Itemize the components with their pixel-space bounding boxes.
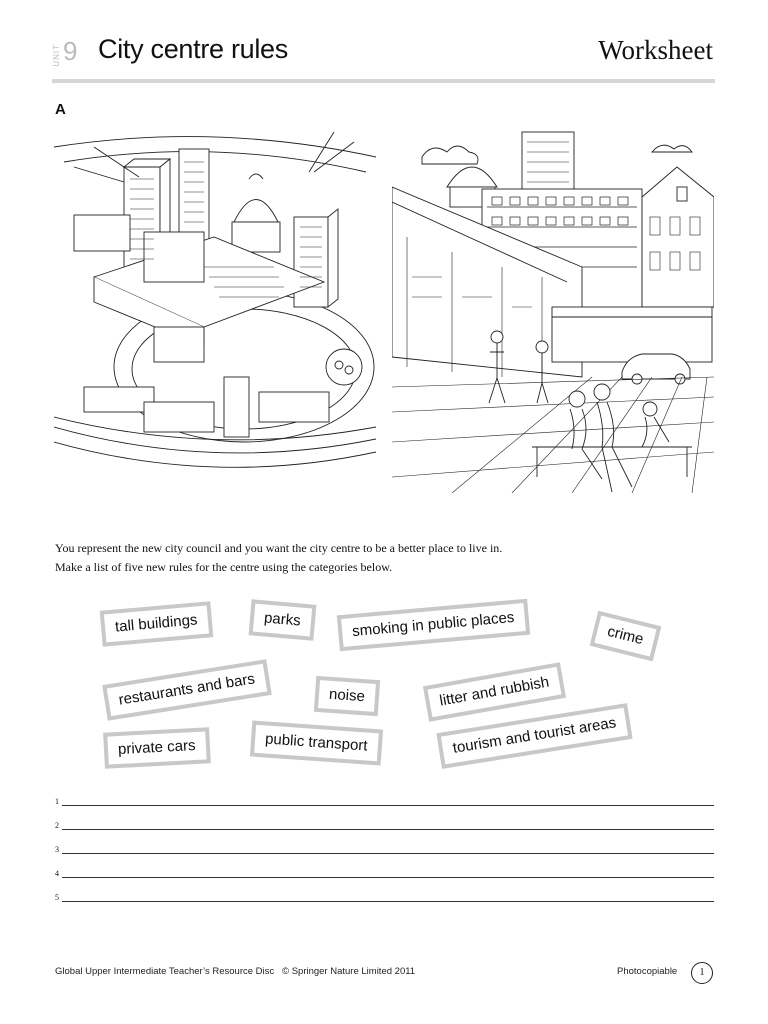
page-title: City centre rules xyxy=(98,34,288,64)
answer-line[interactable] xyxy=(62,877,714,878)
category-card: tall buildings xyxy=(100,601,213,646)
answer-line-number: 5 xyxy=(55,893,59,902)
answer-line[interactable] xyxy=(62,829,714,830)
category-card: restaurants and bars xyxy=(102,659,271,720)
answer-line[interactable] xyxy=(62,853,714,854)
category-card: crime xyxy=(590,611,661,662)
worksheet-label: Worksheet xyxy=(598,35,713,65)
footer-photocopiable: Photocopiable xyxy=(617,966,678,977)
header-divider xyxy=(52,79,715,83)
unit-label: UNIT xyxy=(52,44,61,67)
answer-line-number: 3 xyxy=(55,845,59,854)
answer-line-number: 1 xyxy=(55,797,59,806)
footer-copyright: Global Upper Intermediate Teacher’s Resource Disc © Springer Nature Limited 2011 xyxy=(55,966,416,977)
category-card: noise xyxy=(314,676,380,716)
category-card: litter and rubbish xyxy=(423,662,566,722)
city-aerial-illustration xyxy=(54,127,376,493)
section-label: A xyxy=(55,101,66,118)
category-card: parks xyxy=(249,599,317,641)
instruction-line-1: You represent the new city council and you want the city centre to be a better place to live in. xyxy=(55,541,503,555)
answer-line-number: 2 xyxy=(55,821,59,830)
answer-line[interactable] xyxy=(62,805,714,806)
category-card: private cars xyxy=(103,727,210,768)
answer-line-number: 4 xyxy=(55,869,59,878)
category-card: smoking in public places xyxy=(337,599,530,651)
unit-number: 9 xyxy=(63,36,78,66)
page-number: 1 xyxy=(691,962,713,984)
category-card: tourism and tourist areas xyxy=(436,703,632,769)
answer-line[interactable] xyxy=(62,901,714,902)
instruction-line-2: Make a list of five new rules for the centre using the categories below. xyxy=(55,560,393,574)
category-card: public transport xyxy=(250,720,383,765)
street-scene-illustration xyxy=(392,127,714,493)
